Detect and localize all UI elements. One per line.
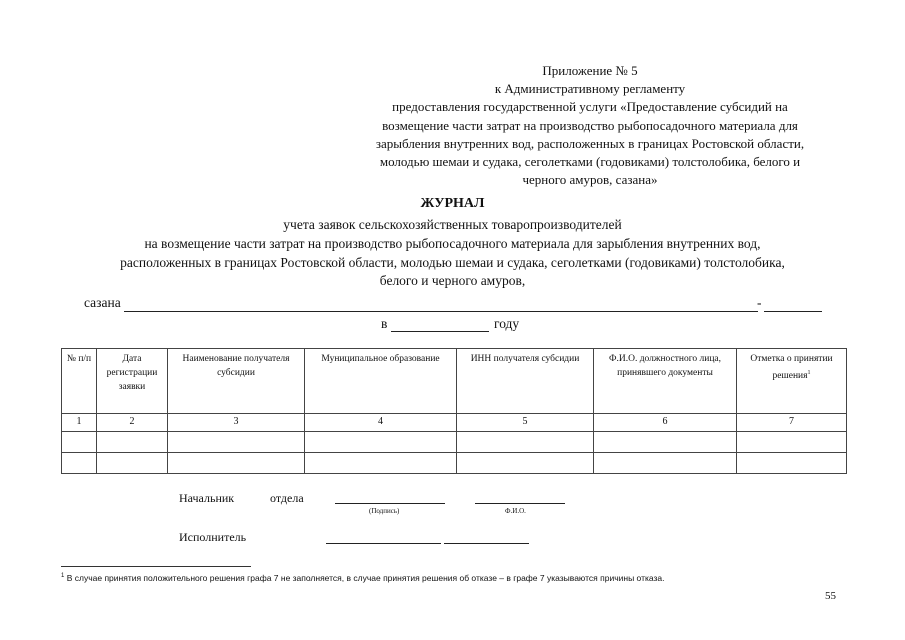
footnote-separator — [61, 566, 251, 567]
col-header-date: Дата регистрации заявки — [97, 349, 168, 414]
col-header-number: № п/п — [62, 349, 97, 414]
department-label: отдела — [270, 491, 304, 505]
chief-signature-line — [335, 503, 445, 504]
col-number: 2 — [97, 414, 168, 432]
col-number: 4 — [305, 414, 457, 432]
table-cell — [97, 432, 168, 453]
footnote — [61, 573, 665, 583]
col-number: 7 — [737, 414, 847, 432]
annex-line: Приложение № 5 — [542, 63, 638, 78]
year-suffix: году — [494, 316, 520, 331]
table-cell — [62, 453, 97, 474]
col-number: 3 — [168, 414, 305, 432]
year-prefix: в — [381, 316, 388, 331]
annex-line: черного амуров, сазана» — [522, 172, 658, 188]
annex-line: молодью шемаи и судака, сеголетками (годовиками) толстолобика, белого и — [379, 154, 801, 170]
page-number: 55 — [825, 590, 836, 602]
col-header-decision-text: Отметка о принятии решения — [750, 354, 833, 382]
table-cell — [305, 432, 457, 453]
table-number-row — [62, 414, 847, 432]
subtitle-line: на возмещение части затрат на производство рыбопосадочного материала для зарыбления внутренних вод, — [144, 235, 761, 251]
table-cell — [594, 432, 737, 453]
table-cell — [62, 432, 97, 453]
fio-caption: Ф.И.О. — [505, 507, 526, 515]
annex-line: к Административному регламенту — [494, 81, 686, 97]
executor-label: Исполнитель — [179, 530, 247, 544]
annex-header — [330, 62, 850, 189]
signature-caption: (Подпись) — [369, 507, 400, 515]
document-subtitle — [60, 216, 845, 291]
executor-fio-line — [444, 543, 529, 544]
subtitle-line: белого и черного амуров, — [379, 273, 526, 289]
table-cell — [457, 453, 594, 474]
footnote-ref: 1 — [807, 370, 811, 376]
table-cell — [737, 453, 847, 474]
year-underline — [391, 331, 489, 332]
col-number: 6 — [594, 414, 737, 432]
subtitle-line: расположенных в границах Ростовской области, молодью шемаи и судака, сеголетками (годовиками) толстолобика, — [120, 254, 785, 270]
sazana-label: сазана — [84, 295, 121, 310]
table-cell — [737, 432, 847, 453]
col-number: 1 — [62, 414, 97, 432]
footnote-text: В случае принятия положительного решения графа 7 не заполняется, в случае принятия решения об отказе – в графе 7 указываются причины отказа. — [64, 573, 665, 583]
subtitle-line: учета заявок сельскохозяйственных товаропроизводителей — [283, 217, 622, 232]
table-row — [62, 432, 847, 453]
col-header-decision — [737, 349, 847, 414]
col-header-inn: ИНН получателя субсидии — [457, 349, 594, 414]
journal-table — [61, 348, 847, 474]
annex-line: предоставления государственной услуги «Предоставление субсидий на — [392, 99, 788, 115]
sazana-underline — [124, 311, 758, 312]
footnote-mark: 1 — [61, 573, 65, 580]
table-cell — [168, 432, 305, 453]
chief-label: Начальник — [179, 491, 235, 505]
table-cell — [457, 432, 594, 453]
col-header-official: Ф.И.О. должностного лица, принявшего документы — [594, 349, 737, 414]
table-row — [62, 453, 847, 474]
col-header-municipality: Муниципальное образование — [305, 349, 457, 414]
document-title: ЖУРНАЛ — [420, 196, 485, 211]
col-number: 5 — [457, 414, 594, 432]
table-cell — [97, 453, 168, 474]
sazana-underline-2 — [764, 311, 822, 312]
table-cell — [305, 453, 457, 474]
executor-signature-line — [326, 543, 441, 544]
table-cell — [594, 453, 737, 474]
table-cell — [168, 453, 305, 474]
chief-fio-line — [475, 503, 565, 504]
annex-line: зарыбления внутренних вод, расположенных в границах Ростовской области, — [375, 135, 805, 151]
sazana-dash: - — [757, 295, 762, 310]
table-header-row — [62, 349, 847, 414]
annex-line: возмещение части затрат на производство рыбопосадочного материала для — [382, 117, 798, 133]
col-header-recipient: Наименование получателя субсидии — [168, 349, 305, 414]
